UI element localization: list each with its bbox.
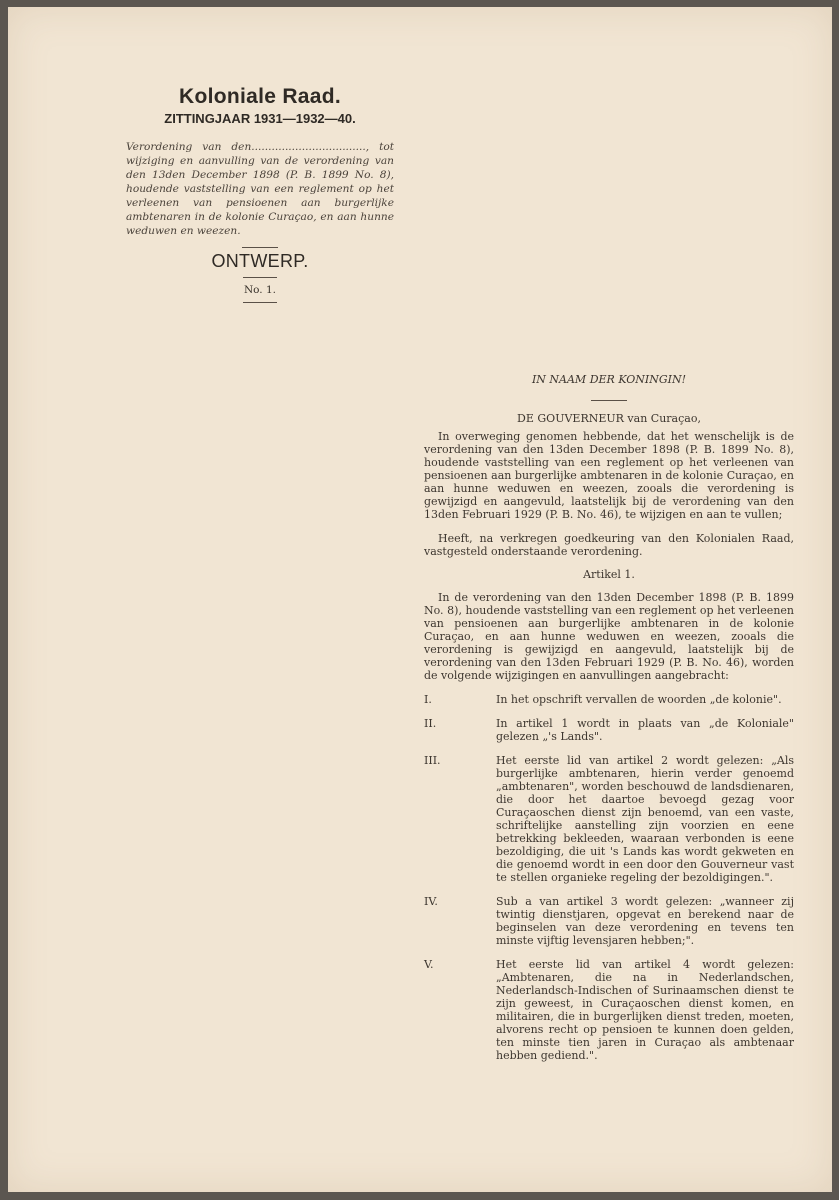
divider (242, 247, 278, 248)
divider (243, 302, 277, 303)
ordinance-text (424, 373, 794, 1062)
item-number: II. (424, 717, 437, 730)
title-block (126, 85, 394, 303)
amendment-item (424, 693, 794, 706)
enactment-paragraph: Heeft, na verkregen goedkeuring van den Kolonialen Raad, vastgesteld onderstaande verordening. (424, 532, 794, 558)
item-text: Het eerste lid van artikel 2 wordt gelezen: „Als burgerlijke ambtenaren, hierin verder genoemd „ambtenaren", worden beschouwd de landsdienaren, die door het daartoe bevoegd gezag voor Curaçaoschen dienst zijn benoemd, van een vaste, schriftelijke aanstelling zijn voorzien en eene betrekking bekleeden, waaraan verbonden is eene bezoldiging, die uit 's Lands kas wordt gekweten en die genoemd wordt in een door den Gouverneur vast te stellen organieke regeling der bezoldigingen.". (496, 754, 794, 884)
item-text: Sub a van artikel 3 wordt gelezen: „wanneer zij twintig dienstjaren, opgevat en berekend naar de beginselen van deze verordening en tevens ten minste vijftig levensjaren hebben;". (496, 895, 794, 947)
divider (591, 400, 627, 401)
item-text: In het opschrift vervallen de woorden „de kolonie". (496, 693, 782, 706)
item-text: In artikel 1 wordt in plaats van „de Koloniale" gelezen „'s Lands". (496, 717, 794, 743)
item-text: Het eerste lid van artikel 4 wordt gelezen: „Ambtenaren, die na in Nederlandschen, Nederlandsch-Indischen of Surinaamschen dienst te zijn geweest, in Curaçaoschen dienst komen, en militairen, die in burgerlijken dienst treden, moeten, alvorens recht op pensioen te kunnen doen gelden, ten minste tien jaren in Curaçao als ambtenaar hebben gediend.". (496, 958, 794, 1062)
amendment-item (424, 895, 794, 947)
item-number: V. (424, 958, 434, 971)
divider (243, 277, 277, 278)
item-number: IV. (424, 895, 438, 908)
amendment-item (424, 717, 794, 743)
governor-heading: DE GOUVERNEUR van Curaçao, (517, 412, 701, 425)
item-number: I. (424, 693, 432, 706)
council-heading: Koloniale Raad. (178, 85, 342, 108)
article-heading: Artikel 1. (583, 568, 635, 581)
invocation: IN NAAM DER KONINGIN! (531, 373, 687, 386)
ordinance-title: Verordening van den.................................., tot wijziging en aanvulling van de verordening van den 13den December 1898 (P. B. 1899 No. 8), houdende vaststelling van een reglement op het verleenen van pensioenen aan burgerlijke ambtenaren in de kolonie Curaçao, en aan hunne weduwen en weezen. (126, 141, 394, 237)
article-intro: In de verordening van den 13den December 1898 (P. B. 1899 No. 8), houdende vaststelling van een reglement op het verleenen van pensioenen aan burgerlijke ambtenaren in de kolonie Curaçao, en aan hunne weduwen en weezen, zooals die verordening is gewijzigd en aangevuld, laatstelijk bij de verordening van den 13den Februari 1929 (P. B. No. 46), worden de volgende wijzigingen en aanvullingen aangebracht: (424, 591, 794, 682)
document-page (8, 7, 832, 1192)
preamble-paragraph: In overweging genomen hebbende, dat het wenschelijk is de verordening van den 13den December 1898 (P. B. 1899 No. 8), houdende vaststelling van een reglement op het verleenen van pensioenen aan burgerlijke ambtenaren in de kolonie Curaçao, en aan hunne weduwen en weezen, zooals die verordening is gewijzigd en aangevuld, laatstelijk bij de verordening van den 13den Februari 1929 (P. B. No. 46), te wijzigen en aan te vullen; (424, 430, 794, 521)
draft-label: ONTWERP. (211, 251, 309, 271)
item-number: III. (424, 754, 441, 767)
amendment-item (424, 958, 794, 1062)
session-year: ZITTINGJAAR 1931—1932—40. (164, 111, 356, 126)
amendment-item (424, 754, 794, 884)
draft-number: No. 1. (243, 284, 277, 296)
